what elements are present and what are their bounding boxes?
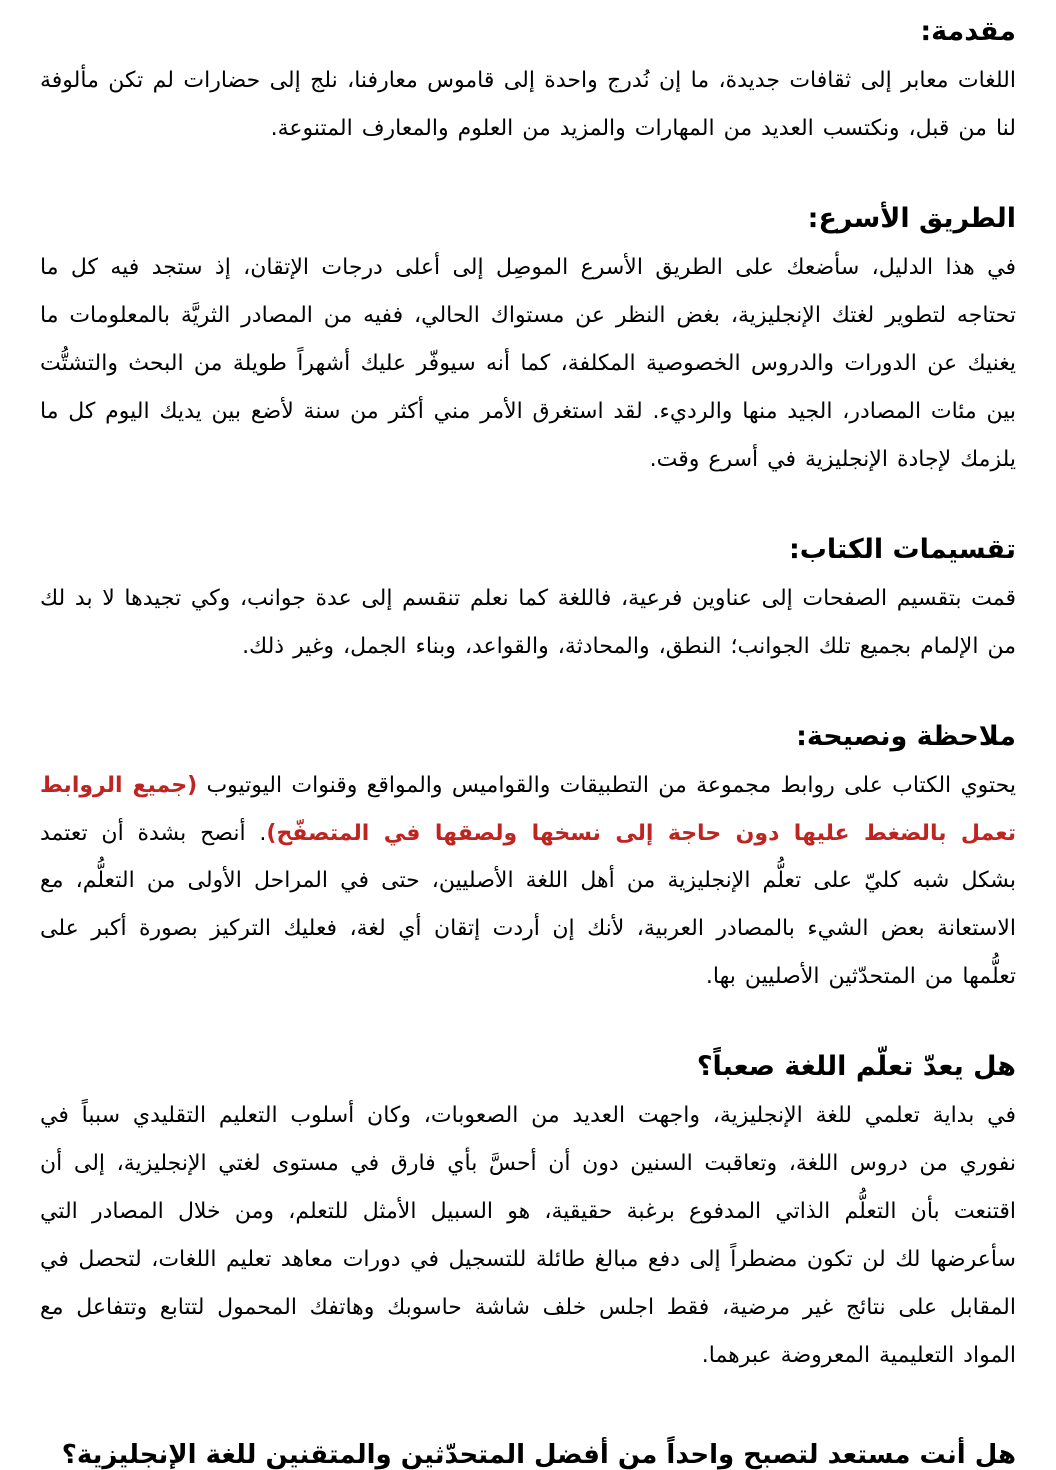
section-fastest-way: [40, 203, 1016, 484]
book-divisions-heading: تقسيمات الكتاب:: [788, 533, 1016, 565]
closing-question-heading: هل أنت مستعد لتصبح واحداً من أفضل المتحدّثين والمتقنين للغة الإنجليزية؟: [61, 1440, 1016, 1470]
fastest-way-paragraph: في هذا الدليل، سأضعك على الطريق الأسرع الموصِل إلى أعلى درجات الإتقان، إذ ستجد فيه كل ما تحتاجه لتطوير لغتك الإنجليزية، بغض النظر عن مستواك الحالي، ففيه من المصادر الثريَّة بالمعلومات ما يغنيك عن الدورات والدروس الخصوصية المكلفة، كما أنه سيوفّر عليك أشهراً طويلة من البحث والتشتُّت بين مئات المصادر، الجيد منها والرديء. لقد استغرق الأمر مني أكثر من سنة لأضع بين يديك اليوم كل ما يلزمك لإجادة الإنجليزية في أسرع وقت.: [40, 254, 1016, 472]
note-red-warning: (جميع الروابط تعمل بالضغط عليها دون حاجة إلى نسخها ولصقها في المتصفّح): [40, 772, 1016, 846]
section-intro: [40, 16, 1016, 153]
intro-heading: مقدمة:: [920, 16, 1016, 47]
section-book-divisions: [40, 534, 1016, 671]
is-language-hard-heading: هل يعدّ تعلّم اللغة صعباً؟: [696, 1051, 1016, 1083]
note-text-end: . أنصح بشدة أن تعتمد بشكل شبه كليّ على تعلُّم الإنجليزية من أهل اللغة الأصليين، حتى في المراحل الأولى من التعلُّم، مع الاستعانة بعض الشيء بالمصادر العربية، لأنك إن أردت إتقان أي لغة، فعليك التركيز بصورة أكبر على تعلُّمها من المتحدّثين الأصليين بها.: [40, 820, 1016, 990]
fastest-way-heading: الطريق الأسرع:: [807, 202, 1016, 234]
section-note-advice: [40, 721, 1016, 1002]
section-is-language-hard: [40, 1051, 1016, 1380]
is-language-hard-paragraph: في بداية تعلمي للغة الإنجليزية، واجهت العديد من الصعوبات، وكان أسلوب التعليم التقليدي سبباً في نفوري من دروس اللغة، وتعاقبت السنين دون أن أحسَّ بأي فارق في مستوى لغتي الإنجليزية، إلى أن اقتنعت بأن التعلُّم الذاتي المدفوع برغبة حقيقية، هو السبيل الأمثل للتعلم، ومن خلال المصادر التي سأعرضها لك لن تكون مضطراً إلى دفع مبالغ طائلة للتسجيل في دورات معاهد تعليم اللغات، لتحصل في المقابل على نتائج غير مرضية، فقط اجلس خلف شاشة حاسوبك وهاتفك المحمول لتتابع وتتفاعل مع المواد التعليمية المعروضة عبرهما.: [40, 1103, 1016, 1369]
note-advice-heading: ملاحظة ونصيحة:: [796, 720, 1016, 752]
intro-paragraph: اللغات معابر إلى ثقافات جديدة، ما إن نُدرج واحدة إلى قاموس معارفنا، نلج إلى حضارات لم تكن مألوفة لنا من قبل، ونكتسب العديد من المهارات والمزيد من العلوم والمعارف المتنوعة.: [40, 68, 1016, 141]
book-divisions-paragraph: قمت بتقسيم الصفحات إلى عناوين فرعية، فاللغة كما نعلم تنقسم إلى عدة جوانب، وكي تجيدها لا بد لك من الإلمام بجميع تلك الجوانب؛ النطق، والمحادثة، والقواعد، وبناء الجمل، وغير ذلك.: [40, 585, 1016, 659]
note-advice-paragraph: [40, 762, 1016, 1002]
note-text-start: يحتوي الكتاب على روابط مجموعة من التطبيقات والقواميس والمواقع وقنوات اليوتيوب: [197, 772, 1016, 798]
